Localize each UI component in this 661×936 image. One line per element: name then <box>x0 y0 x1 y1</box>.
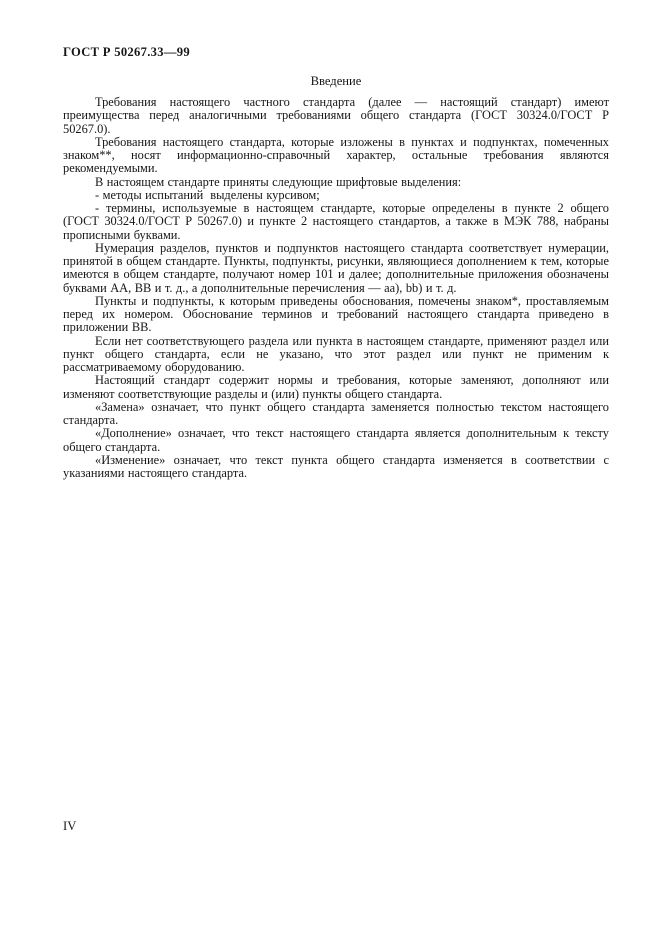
page-number: IV <box>63 819 77 833</box>
list-item-test-methods: - методы испытаний выделены курсивом; <box>95 187 320 202</box>
paragraph-norms: Настоящий стандарт содержит нормы и требования, которые заменяют, дополняют или изменяют соответствующие разделы и (или) пункты общего стандарта. <box>63 373 609 401</box>
paragraph-fallback: Если нет соответствующего раздела или пункта в настоящем стандарте, применяют раздел или пункт общего стандарта, если не указано, что этот раздел или пункт не применим к рассматриваемому оборудованию. <box>63 333 609 374</box>
standard-designation: ГОСТ Р 50267.33—99 <box>63 45 190 59</box>
paragraph-font-conventions: В настоящем стандарте приняты следующие шрифтовые выделения: <box>95 174 462 189</box>
paragraph-numbering: Нумерация разделов, пунктов и подпунктов настоящего стандарта соответствует нумерации, принятой в общем стандарте. Пункты, подпункты, рисунки, являющиеся дополнением к тем, которые имеются в общем стандарте, получают номер 101 и далее; дополнительные приложения обозначены буквами АА, ВВ и т. д., а дополнительные перечисления — aa), bb) и т. д. <box>63 240 609 295</box>
paragraph-change: «Изменение» означает, что текст пункта общего стандарта изменяется в соответствии с указаниями настоящего стандарта. <box>63 452 609 480</box>
introduction-text <box>63 96 609 480</box>
paragraph-rationale: Пункты и подпункты, к которым приведены обоснования, помечены знаком*, проставляемым перед их номером. Обоснование терминов и требований настоящего стандарта приведено в приложении ВВ. <box>63 293 609 335</box>
list-item-terms: - термины, используемые в настоящем стандарте, которые определены в пункте 2 общего (ГОСТ 30324.0/ГОСТ Р 50267.0) и пункте 2 настоящего стандартов, а также в МЭК 788, набраны прописными буквами. <box>63 201 609 242</box>
paragraph-addition: «Дополнение» означает, что текст настоящего стандарта является дополнительным к тексту общего стандарта. <box>63 426 609 454</box>
paragraph-replace: «Замена» означает, что пункт общего стандарта заменяется полностью текстом настоящего стандарта. <box>63 399 609 427</box>
paragraph-marked-items: Требования настоящего стандарта, которые изложены в пунктах и подпунктах, помеченных знаком**, носят информационно-справочный характер, остальные требования являются рекомендуемыми. <box>63 134 609 176</box>
paragraph-precedence: Требования настоящего частного стандарта (далее — настоящий стандарт) имеют преимущества перед аналогичными требованиями общего стандарта (ГОСТ 30324.0/ГОСТ Р 50267.0). <box>63 95 609 136</box>
section-title: Введение <box>310 74 362 88</box>
